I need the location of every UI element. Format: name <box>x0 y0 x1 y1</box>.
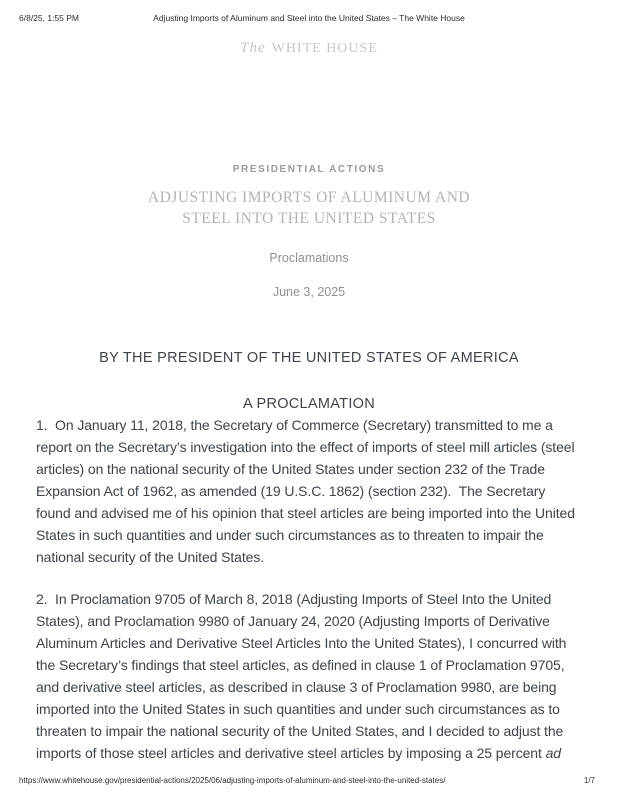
article-date: June 3, 2025 <box>272 285 346 299</box>
print-datetime: 6/8/25, 1:55 PM <box>19 13 80 23</box>
presidential-actions-eyebrow: PRESIDENTIAL ACTIONS <box>232 164 386 175</box>
article-title-line2: STEEL INTO THE UNITED STATES <box>182 210 436 227</box>
paragraph-2-latin-term: ad <box>545 745 561 761</box>
whitehouse-masthead-logo <box>0 40 618 57</box>
proclamation-subheading: A PROCLAMATION <box>242 396 376 412</box>
proclamation-byline: BY THE PRESIDENT OF THE UNITED STATES OF AMERICA <box>99 350 519 366</box>
paragraph-2 <box>36 588 582 764</box>
article-title-line1: ADJUSTING IMPORTS OF ALUMINUM AND <box>147 189 471 206</box>
masthead-the: The <box>240 40 266 56</box>
article-category: Proclamations <box>269 251 349 265</box>
print-source-url: https://www.whitehouse.gov/presidential-actions/2025/06/adjusting-imports-of-aluminum-and-steel-into-the-united-states/ <box>19 776 446 785</box>
paragraph-2-text: 2. In Proclamation 9705 of March 8, 2018 (Adjusting Imports of Steel Into the United States), and Proclamation 9980 of January 24, 2020 (Adjusting Imports of Derivative Aluminum Articles and Derivative Steel Articles Into the United States), I concurred with the Secretary’s findings that steel articles, as defined in clause 1 of Proclamation 9705, and derivative steel articles, as described in clause 3 of Proclamation 9980, are being imported into the United States in such quantities and under such circumstances as to threaten to impair the national security of the United States, and I decided to adjust the imports of those steel articles and derivative steel articles by imposing a 25 percent <box>36 591 571 761</box>
print-footer <box>19 776 599 788</box>
print-header <box>19 13 599 25</box>
masthead-title: WHITE HOUSE <box>271 41 378 56</box>
print-page-title: Adjusting Imports of Aluminum and Steel into the United States – The White House <box>153 13 465 23</box>
paragraph-1: 1. On January 11, 2018, the Secretary of Commerce (Secretary) transmitted to me a report on the Secretary’s investigation into the effect of imports of steel mill articles (steel articles) on the national security of the United States under section 232 of the Trade Expansion Act of 1962, as amended (19 U.S.C. 1862) (section 232). The Secretary found and advised me of his opinion that steel articles are being imported into the United States in such quantities and under such circumstances as to threaten to impair the national security of the United States. <box>36 417 579 565</box>
article-title <box>0 187 618 229</box>
proclamation-body <box>36 414 582 784</box>
print-page-number: 1/7 <box>583 776 595 785</box>
